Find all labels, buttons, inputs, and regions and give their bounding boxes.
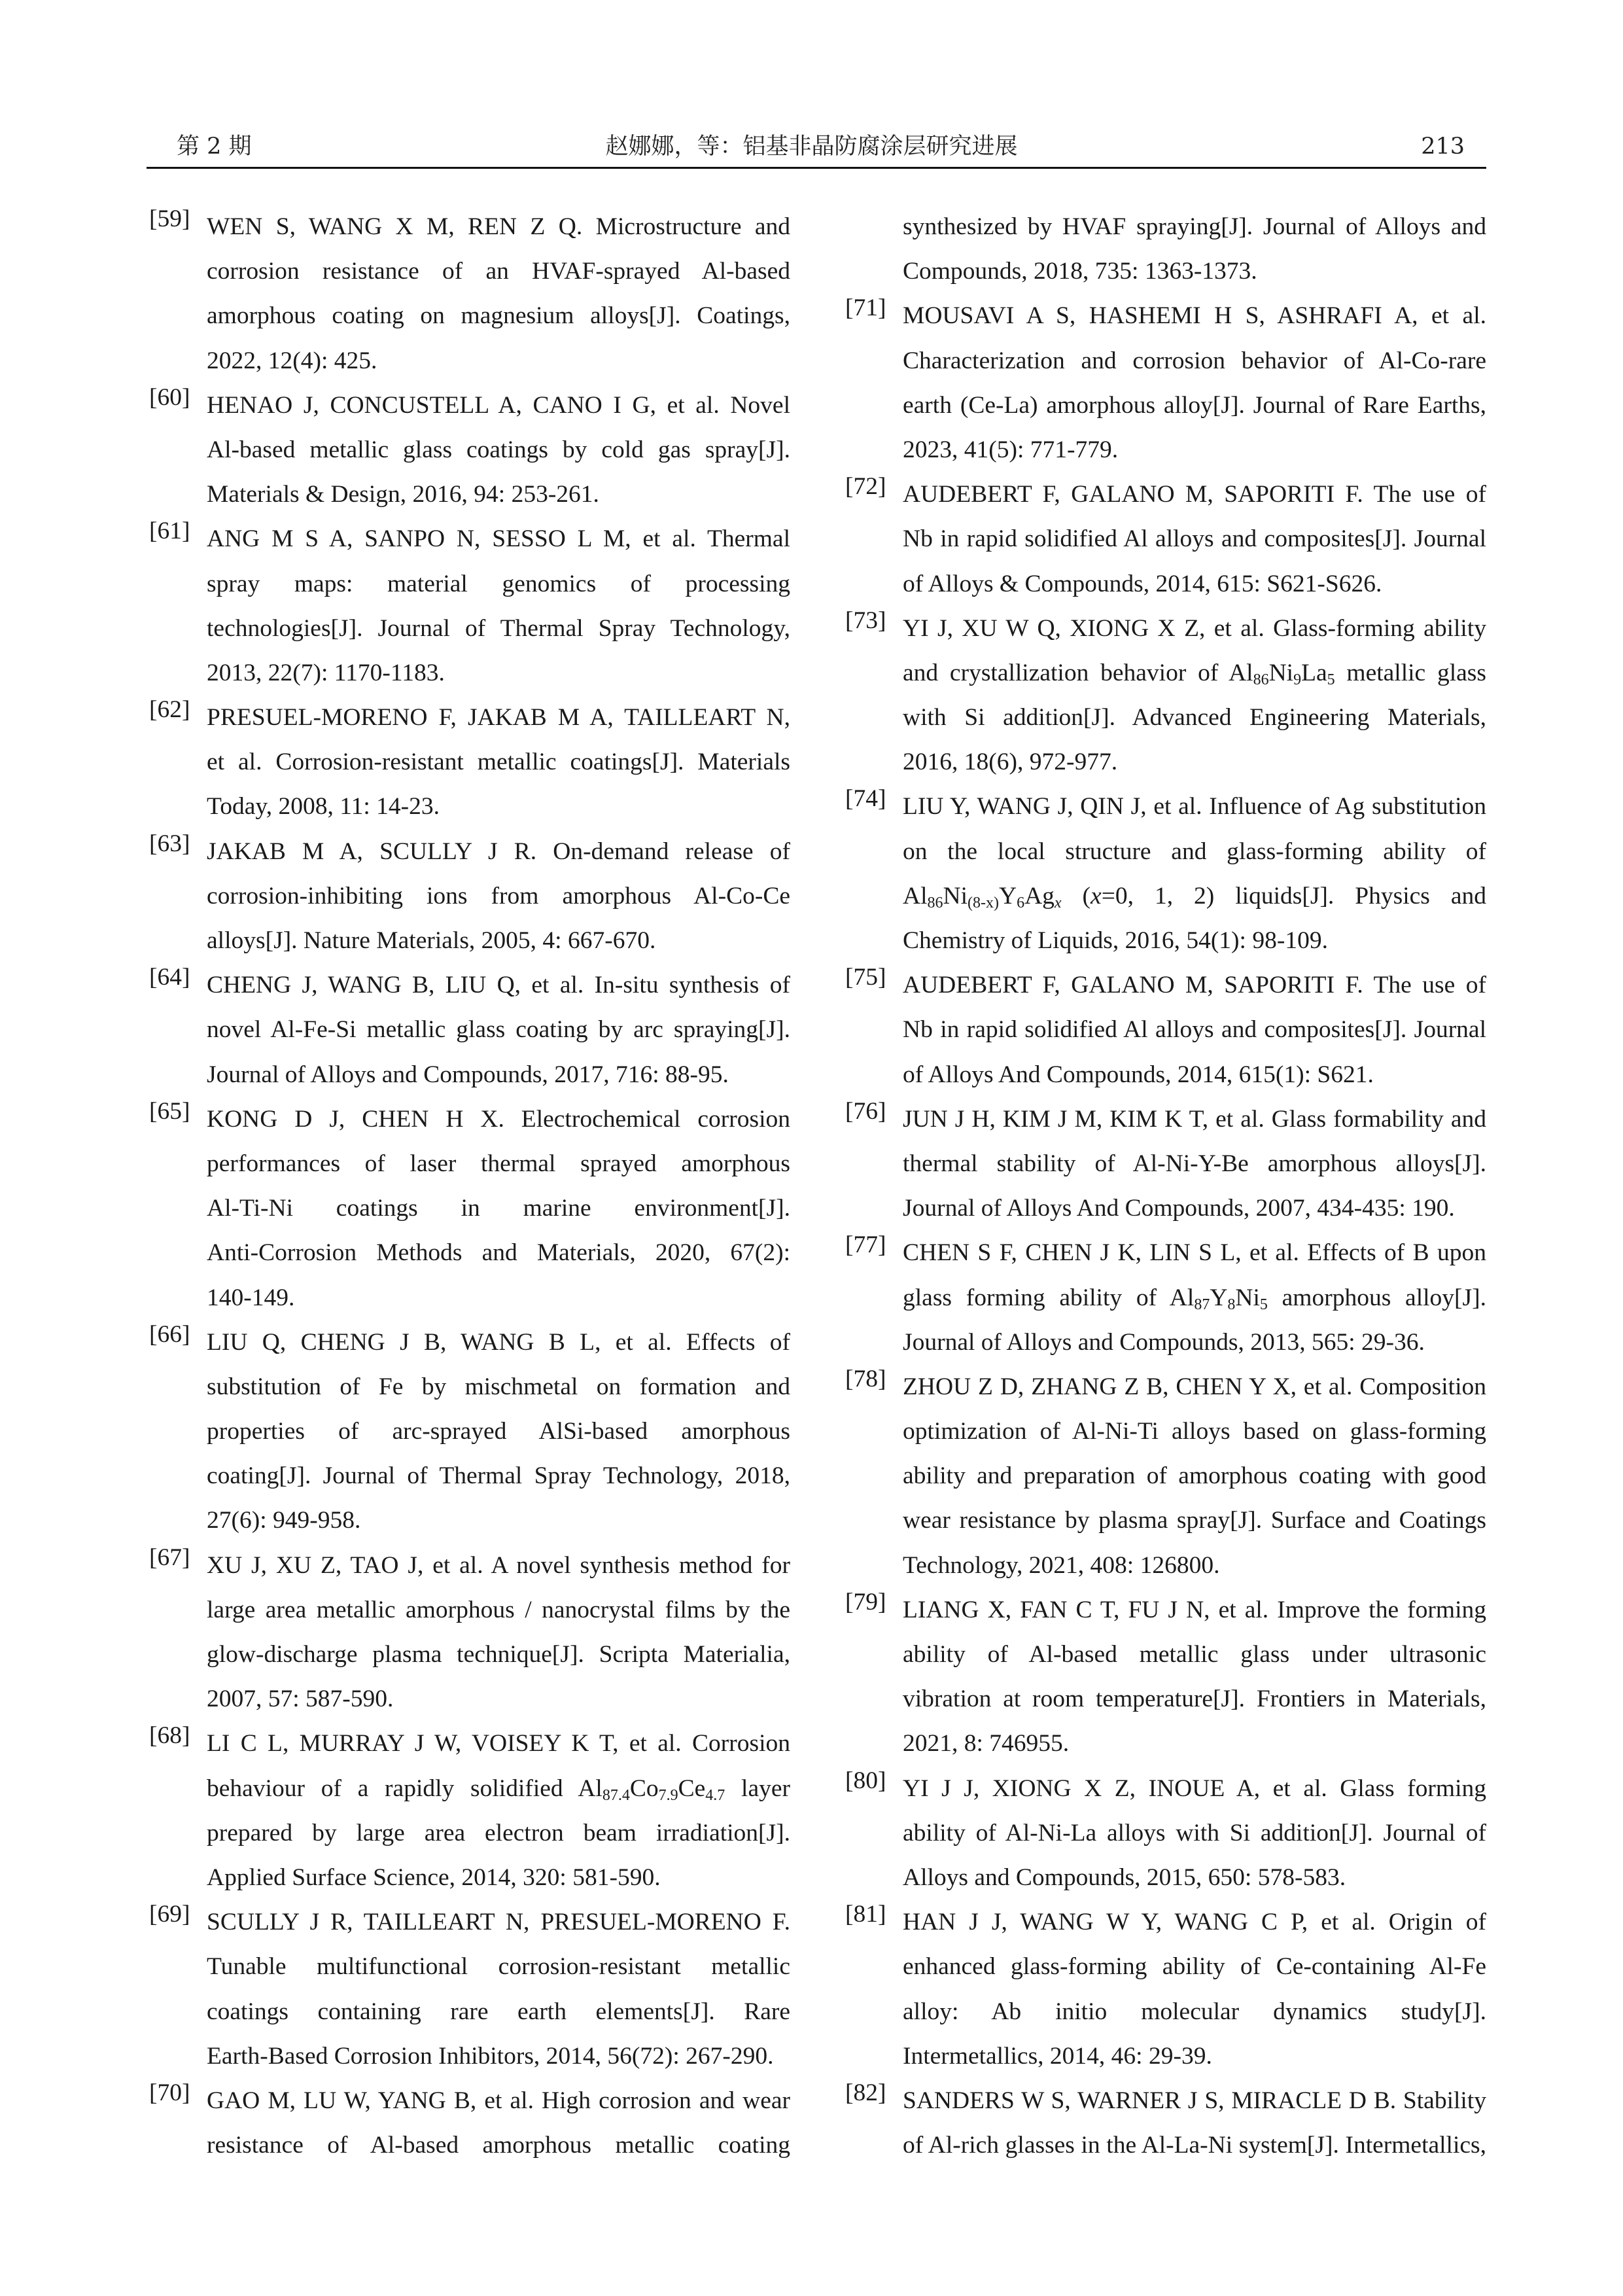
- formula-line: and crystallization behavior of $Al_{86}Ni_9La_5$ metallic glass: [903, 659, 1486, 688]
- reference-72: [845, 472, 1486, 607]
- reference-66: [149, 1320, 790, 1544]
- reference-text: YI J J, XIONG X Z, INOUE A, et al. Glass forming ability of Al-Ni-La alloys with Si addition[J]. Journal of Alloys and Compounds, 2015, 650: 578-583.: [903, 1775, 1486, 1891]
- reference-text: LIU Q, CHENG J B, WANG B L, et al. Effects of substitution of Fe by mischmetal on formation and properties of arc-sprayed AlSi-based amorphous coating[J]. Journal of Thermal Spray Technology, 2018, 27(6): 949-958.: [207, 1328, 790, 1534]
- reference-text: LIU Y, WANG J, QIN J, et al. Influence of Ag substitution on the local structure and glass-forming ability of $Al_{86}Ni_{(8-x)}Y_6Ag_x$ (x=0, 1, 2) liquids[J]. Physics and Chemistry of Liquids, 2016, 54(1): 98-109.: [903, 793, 1486, 954]
- reference-text: JAKAB M A, SCULLY J R. On-demand release of corrosion-inhibiting ions from amorphous Al-Co-Ce alloys[J]. Nature Materials, 2005, 4: 667-670.: [207, 838, 790, 954]
- reference-text: PRESUEL-MORENO F, JAKAB M A, TAILLEART N, et al. Corrosion-resistant metallic coatings[J]. Materials Today, 2008, 11: 14-23.: [207, 704, 790, 821]
- reference-number: [76]: [845, 1097, 886, 1125]
- reference-71: [845, 294, 1486, 472]
- reference-text: AUDEBERT F, GALANO M, SAPORITI F. The use of Nb in rapid solidified Al alloys and composites[J]. Journal of Alloys & Compounds, 2014, 615: S621-S626.: [903, 481, 1486, 597]
- reference-64: [149, 963, 790, 1097]
- reference-number: [59]: [149, 205, 190, 232]
- reference-number: [63]: [149, 830, 190, 857]
- reference-59: [149, 205, 790, 383]
- reference-text: synthesized by HVAF spraying[J]. Journal of Alloys and Compounds, 2018, 735: 1363-1373.: [903, 213, 1486, 285]
- reference-text: ANG M S A, SANPO N, SESSO L M, et al. Thermal spray maps: material genomics of processing technologies[J]. Journal of Thermal Spray Technology, 2013, 22(7): 1170-1183.: [207, 525, 790, 686]
- reference-77: [845, 1231, 1486, 1365]
- references-right-column: [845, 205, 1486, 2168]
- header-rule: [147, 167, 1486, 169]
- reference-text: AUDEBERT F, GALANO M, SAPORITI F. The use of Nb in rapid solidified Al alloys and composites[J]. Journal of Alloys And Compounds, 2014, 615(1): S621.: [903, 972, 1486, 1088]
- reference-67: [149, 1544, 790, 1722]
- reference-text: WEN S, WANG X M, REN Z Q. Microstructure and corrosion resistance of an HVAF-sprayed Al-based amorphous coating on magnesium alloys[J]. Coatings, 2022, 12(4): 425.: [207, 213, 790, 374]
- reference-number: [81]: [845, 1901, 886, 1928]
- reference-number: [61]: [149, 518, 190, 545]
- reference-text: SCULLY J R, TAILLEART N, PRESUEL-MORENO F. Tunable multifunctional corrosion-resistant metallic coatings containing rare earth elements[J]. Rare Earth-Based Corrosion Inhibitors, 2014, 56(72): 267-290.: [207, 1909, 790, 2070]
- reference-68: [149, 1722, 790, 1900]
- reference-number: [71]: [845, 294, 886, 322]
- formula-line: behaviour of a rapidly solidified $Al_{87.4}Co_{7.9}Ce_{4.7}$ layer: [207, 1775, 790, 1804]
- reference-text: XU J, XU Z, TAO J, et al. A novel synthesis method for large area metallic amorphous / nanocrystal films by the glow-discharge plasma technique[J]. Scripta Materialia, 2007, 57: 587-590.: [207, 1551, 790, 1713]
- reference-65: [149, 1097, 790, 1320]
- reference-text: LIANG X, FAN C T, FU J N, et al. Improve the forming ability of Al-based metallic glass under ultrasonic vibration at room temperature[J]. Frontiers in Materials, 2021, 8: 746955.: [903, 1596, 1486, 1757]
- reference-78: [845, 1365, 1486, 1588]
- reference-number: [65]: [149, 1097, 190, 1125]
- reference-number: [68]: [149, 1722, 190, 1750]
- reference-number: [72]: [845, 473, 886, 501]
- reference-76: [845, 1097, 1486, 1231]
- reference-70-continued: [845, 205, 1486, 294]
- reference-number: [79]: [845, 1588, 886, 1616]
- issue-number: 第 2 期: [177, 133, 252, 160]
- reference-text: HAN J J, WANG W Y, WANG C P, et al. Origin of enhanced glass-forming ability of Ce-containing Al-Fe alloy: Ab initio molecular dynamics study[J]. Intermetallics, 2014, 46: 29-39.: [903, 1909, 1486, 2070]
- reference-number: [64]: [149, 964, 190, 991]
- reference-60: [149, 383, 790, 518]
- reference-number: [77]: [845, 1231, 886, 1259]
- reference-text: GAO M, LU W, YANG B, et al. High corrosion and wear resistance of Al-based amorphous metallic coating: [207, 2087, 790, 2159]
- reference-79: [845, 1588, 1486, 1767]
- reference-74: [845, 785, 1486, 963]
- reference-number: [78]: [845, 1365, 886, 1392]
- reference-text: JUN J H, KIM J M, KIM K T, et al. Glass formability and thermal stability of Al-Ni-Y-Be amorphous alloys[J]. Journal of Alloys And Compounds, 2007, 434-435: 190.: [903, 1105, 1486, 1222]
- reference-number: [75]: [845, 964, 886, 991]
- reference-number: [80]: [845, 1767, 886, 1794]
- reference-81: [845, 1900, 1486, 2079]
- reference-61: [149, 517, 790, 696]
- running-title: 赵娜娜，等：铝基非晶防腐涂层研究进展: [605, 133, 1018, 160]
- reference-number: [73]: [845, 607, 886, 634]
- reference-62: [149, 696, 790, 830]
- reference-number: [60]: [149, 383, 190, 411]
- reference-text: HENAO J, CONCUSTELL A, CANO I G, et al. Novel Al-based metallic glass coatings by cold gas spray[J]. Materials & Design, 2016, 94: 253-261.: [207, 391, 790, 508]
- reference-number: [74]: [845, 785, 886, 813]
- reference-text: KONG D J, CHEN H X. Electrochemical corrosion performances of laser thermal sprayed amorphous Al-Ti-Ni coatings in marine environment[J]. Anti-Corrosion Methods and Materials, 2020, 67(2): 140-149.: [207, 1105, 790, 1311]
- page-number: 213: [1421, 133, 1465, 160]
- reference-number: [82]: [845, 2079, 886, 2106]
- reference-73: [845, 607, 1486, 785]
- references-left-column: [149, 205, 790, 2168]
- reference-text: SANDERS W S, WARNER J S, MIRACLE D B. Stability of Al-rich glasses in the Al-La-Ni system[J]. Intermetallics,: [903, 2087, 1486, 2159]
- reference-text: MOUSAVI A S, HASHEMI H S, ASHRAFI A, et al. Characterization and corrosion behavior of Al-Co-rare earth (Ce-La) amorphous alloy[J]. Journal of Rare Earths, 2023, 41(5): 771-779.: [903, 302, 1486, 463]
- reference-82: [845, 2079, 1486, 2168]
- reference-number: [66]: [149, 1320, 190, 1348]
- reference-number: [67]: [149, 1544, 190, 1571]
- reference-70: [149, 2079, 790, 2168]
- reference-69: [149, 1900, 790, 2079]
- reference-75: [845, 963, 1486, 1097]
- reference-63: [149, 830, 790, 964]
- reference-80: [845, 1767, 1486, 1901]
- reference-text: ZHOU Z D, ZHANG Z B, CHEN Y X, et al. Composition optimization of Al-Ni-Ti alloys based on glass-forming ability and preparation of amorphous coating with good wear resistance by plasma spray[J]. Surface and Coatings Technology, 2021, 408: 126800.: [903, 1373, 1486, 1579]
- reference-text: CHENG J, WANG B, LIU Q, et al. In-situ synthesis of novel Al-Fe-Si metallic glass coating by arc spraying[J]. Journal of Alloys and Compounds, 2017, 716: 88-95.: [207, 972, 790, 1088]
- reference-text: LI C L, MURRAY J W, VOISEY K T, et al. Corrosion behaviour of a rapidly solidified $Al_{87.4}Co_{7.9}Ce_{4.7}$ layer prepared by large area electron beam irradiation[J]. Applied Surface Science, 2014, 320: 581-590.: [207, 1730, 790, 1891]
- formula-line: $Al_{86}Ni_{(8-x)}Y_6Ag_x$ (x=0, 1, 2) liquids[J]. Physics and: [903, 882, 1486, 911]
- reference-text: YI J, XU W Q, XIONG X Z, et al. Glass-forming ability and crystallization behavior of $Al_{86}Ni_9La_5$ metallic glass with Si addition[J]. Advanced Engineering Materials, 2016, 18(6), 972-977.: [903, 614, 1486, 776]
- reference-number: [70]: [149, 2079, 190, 2106]
- reference-text: CHEN S F, CHEN J K, LIN S L, et al. Effects of B upon glass forming ability of $Al_{87}Y_8Ni_5$ amorphous alloy[J]. Journal of Alloys and Compounds, 2013, 565: 29-36.: [903, 1239, 1486, 1356]
- formula-line: glass forming ability of $Al_{87}Y_8Ni_5$ amorphous alloy[J].: [903, 1284, 1486, 1313]
- reference-number: [69]: [149, 1901, 190, 1928]
- reference-number: [62]: [149, 696, 190, 724]
